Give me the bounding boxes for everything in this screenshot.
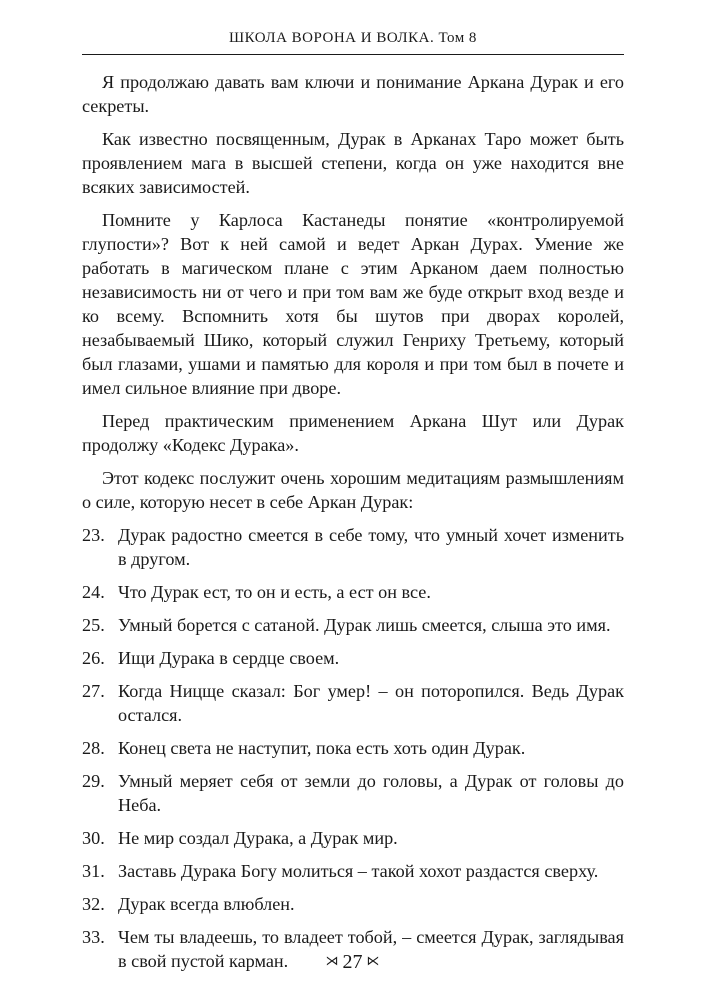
list-text: Дурак радостно смеется в себе тому, что умный хочет изменить в другом. — [118, 525, 624, 569]
paragraph: Как известно посвященным, Дурак в Арканах Таро может быть проявлением мага в высшей степени, когда он уже находится вне всяких зависимостей. — [82, 129, 624, 197]
list-item — [82, 892, 624, 916]
paragraph: Этот кодекс послужит очень хорошим медитациям размышлениям о силе, которую несет в себе Аркан Дурак: — [82, 468, 624, 512]
list-item — [82, 580, 624, 604]
list-number: 27. — [82, 681, 105, 701]
list-text: Заставь Дурака Богу молиться – такой хохот раздастся сверху. — [118, 861, 599, 881]
list-item — [82, 613, 624, 637]
list-number: 30. — [82, 828, 105, 848]
list-item — [82, 523, 624, 571]
page-footer — [0, 951, 705, 974]
paragraph: Я продолжаю давать вам ключи и понимание Аркана Дурак и его секреты. — [82, 72, 624, 116]
paragraph: Помните у Карлоса Кастанеды понятие «контролируемой глупости»? Вот к ней самой и ведет Аркан Дурах. Умение же работать в магическом плане с этим Арканом даем полностью независимость ни от чего и при том вам же буде открыт вход везде и ко всему. Вспомнить хотя бы шутов при дворах королей, незабываемый Шико, который служил Генриху Третьему, который был глазами, ушами и памятью для короля и при том был в почете и имел сильное влияние при дворе. — [82, 210, 624, 398]
paragraph: Перед практическим применением Аркана Шут или Дурак продолжу «Кодекс Дурака». — [82, 411, 624, 455]
right-ornament-icon: ⋉ — [366, 953, 380, 968]
list-text: Не мир создал Дурака, а Дурак мир. — [118, 828, 398, 848]
list-item — [82, 859, 624, 883]
list-item — [82, 736, 624, 760]
list-text: Умный меряет себя от земли до головы, а Дурак от головы до Неба. — [118, 771, 624, 815]
list-text: Чем ты владеешь, то владеет тобой, – смеется Дурак, заглядывая в свой пустой карман. — [118, 927, 624, 971]
list-text: Конец света не наступит, пока есть хоть один Дурак. — [118, 738, 526, 758]
page-body — [82, 70, 624, 982]
list-item — [82, 679, 624, 727]
list-item — [82, 826, 624, 850]
list-text: Дурак всегда влюблен. — [118, 894, 295, 914]
list-item — [82, 769, 624, 817]
list-number: 31. — [82, 861, 105, 881]
list-item — [82, 646, 624, 670]
list-text: Умный борется с сатаной. Дурак лишь смеется, слыша это имя. — [118, 615, 611, 635]
list-text: Ищи Дурака в сердце своем. — [118, 648, 340, 668]
header-rule — [82, 54, 624, 55]
list-number: 29. — [82, 771, 105, 791]
list-number: 28. — [82, 738, 105, 758]
list-number: 23. — [82, 525, 105, 545]
page-number: 27 — [342, 951, 363, 973]
list-text: Когда Ницще сказал: Бог умер! – он поторопился. Ведь Дурак остался. — [118, 681, 624, 725]
list-number: 32. — [82, 894, 105, 914]
running-header: ШКОЛА ВОРОНА И ВОЛКА. Том 8 — [229, 30, 477, 46]
left-ornament-icon: ⋊ — [325, 953, 339, 968]
list-number: 24. — [82, 582, 105, 602]
list-number: 33. — [82, 927, 105, 947]
list-number: 25. — [82, 615, 105, 635]
list-number: 26. — [82, 648, 105, 668]
fool-codex-list — [82, 523, 624, 973]
list-text: Что Дурак ест, то он и есть, а ест он все. — [118, 582, 431, 602]
